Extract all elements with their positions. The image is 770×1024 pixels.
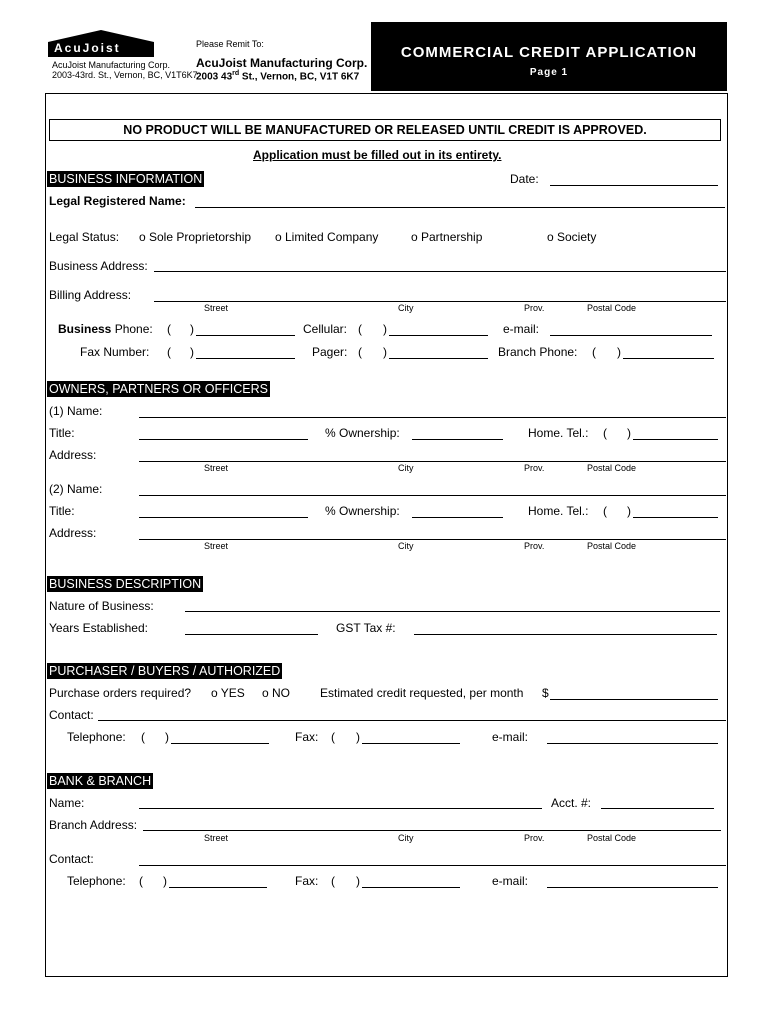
paren-close: ) xyxy=(627,504,631,518)
branch-address-field[interactable] xyxy=(143,830,721,831)
street-caption: Street xyxy=(204,303,229,313)
owner2-home-tel-field[interactable] xyxy=(633,517,718,518)
pager-field[interactable] xyxy=(389,358,488,359)
option-yes[interactable]: o YES xyxy=(211,686,245,700)
section-business-description: BUSINESS DESCRIPTION xyxy=(49,577,202,591)
years-field[interactable] xyxy=(185,634,318,635)
paren-close: ) xyxy=(165,730,169,744)
remit-company: AcuJoist Manufacturing Corp. xyxy=(196,56,368,70)
paren-open: ( xyxy=(167,345,171,359)
paren-open: ( xyxy=(358,345,362,359)
gst-field[interactable] xyxy=(414,634,717,635)
owner1-home-tel-label: Home. Tel.: xyxy=(528,426,589,440)
city-caption: City xyxy=(398,541,414,551)
postal-caption: Postal Code xyxy=(587,463,637,473)
estimated-credit-field[interactable] xyxy=(550,699,718,700)
owner2-address-label: Address: xyxy=(49,526,97,540)
date-label: Date: xyxy=(510,172,539,186)
prov-caption: Prov. xyxy=(524,463,545,473)
paren-close: ) xyxy=(356,874,360,888)
bank-name-label: Name: xyxy=(49,796,85,810)
paren-close: ) xyxy=(190,322,194,336)
city-caption: City xyxy=(398,463,414,473)
branch-phone-label: Branch Phone: xyxy=(498,345,578,359)
bank-name-field[interactable] xyxy=(139,808,542,809)
postal-caption: Postal Code xyxy=(587,541,637,551)
bank-fax-field[interactable] xyxy=(362,887,460,888)
paren-open: ( xyxy=(139,874,143,888)
bank-contact-field[interactable] xyxy=(139,865,726,866)
owner2-name-label: (2) Name: xyxy=(49,482,103,496)
owner2-name-field[interactable] xyxy=(139,495,726,496)
business-address-label: Business Address: xyxy=(49,259,148,273)
cellular-field[interactable] xyxy=(389,335,488,336)
form-title: COMMERCIAL CREDIT APPLICATION xyxy=(400,44,698,61)
po-required-label: Purchase orders required? xyxy=(49,686,192,700)
company-name-small: AcuJoist Manufacturing Corp. xyxy=(52,60,171,70)
owner1-address-field[interactable] xyxy=(139,461,726,462)
purchaser-contact-label: Contact: xyxy=(49,708,94,722)
paren-close: ) xyxy=(627,426,631,440)
owner2-ownership-field[interactable] xyxy=(412,517,503,518)
page-number: Page 1 xyxy=(529,67,569,78)
nature-field[interactable] xyxy=(185,611,720,612)
branch-address-label: Branch Address: xyxy=(49,818,138,832)
street-caption: Street xyxy=(204,541,229,551)
branch-phone-field[interactable] xyxy=(623,358,714,359)
bank-fax-label: Fax: xyxy=(295,874,319,888)
prov-caption: Prov. xyxy=(524,833,545,843)
email-label: e-mail: xyxy=(503,322,540,336)
legal-name-label: Legal Registered Name: xyxy=(49,194,186,208)
form-frame xyxy=(45,93,728,977)
paren-open: ( xyxy=(603,504,607,518)
svg-text:AcuJoist: AcuJoist xyxy=(54,41,121,55)
acct-field[interactable] xyxy=(601,808,714,809)
purchaser-contact-field[interactable] xyxy=(98,720,726,721)
title-banner xyxy=(371,22,727,91)
billing-address-field[interactable] xyxy=(154,301,726,302)
owner1-name-field[interactable] xyxy=(139,417,726,418)
fax-number-label: Fax Number: xyxy=(80,345,150,359)
purchaser-email-field[interactable] xyxy=(547,743,718,744)
remit-address: 2003 43rd St., Vernon, BC, V1T 6K7 xyxy=(196,70,360,83)
section-business-information: BUSINESS INFORMATION xyxy=(49,172,203,186)
approval-notice: NO PRODUCT WILL BE MANUFACTURED OR RELEASED UNTIL CREDIT IS APPROVED. xyxy=(49,119,721,141)
option-partnership[interactable]: o Partnership xyxy=(411,230,483,244)
purchaser-telephone-field[interactable] xyxy=(171,743,269,744)
business-phone-field[interactable] xyxy=(196,335,295,336)
option-limited-company[interactable]: o Limited Company xyxy=(275,230,379,244)
purchaser-fax-field[interactable] xyxy=(362,743,460,744)
business-phone-label: Business Phone: xyxy=(58,322,153,336)
legal-name-field[interactable] xyxy=(195,207,725,208)
gst-label: GST Tax #: xyxy=(336,621,396,635)
purchaser-fax-label: Fax: xyxy=(295,730,319,744)
prov-caption: Prov. xyxy=(524,303,545,313)
owner1-home-tel-field[interactable] xyxy=(633,439,718,440)
billing-address-label: Billing Address: xyxy=(49,288,132,302)
owner2-title-label: Title: xyxy=(49,504,75,518)
owner2-home-tel-label: Home. Tel.: xyxy=(528,504,589,518)
years-label: Years Established: xyxy=(49,621,148,635)
city-caption: City xyxy=(398,303,414,313)
owner2-ownership-label: % Ownership: xyxy=(325,504,400,518)
paren-open: ( xyxy=(358,322,362,336)
acct-label: Acct. #: xyxy=(551,796,592,810)
paren-close: ) xyxy=(163,874,167,888)
acujoist-logo xyxy=(46,30,156,60)
remit-label: Please Remit To: xyxy=(196,39,264,49)
nature-label: Nature of Business: xyxy=(49,599,154,613)
postal-caption: Postal Code xyxy=(587,303,637,313)
owner2-address-field[interactable] xyxy=(139,539,726,540)
paren-open: ( xyxy=(167,322,171,336)
instruction-text: Application must be filled out in its entirety. xyxy=(253,148,502,162)
owner1-address-label: Address: xyxy=(49,448,97,462)
section-bank: BANK & BRANCH xyxy=(49,774,152,788)
prov-caption: Prov. xyxy=(524,541,545,551)
option-sole-proprietorship[interactable]: o Sole Proprietorship xyxy=(139,230,252,244)
business-address-field[interactable] xyxy=(154,271,726,272)
paren-close: ) xyxy=(383,345,387,359)
city-caption: City xyxy=(398,833,414,843)
option-society[interactable]: o Society xyxy=(547,230,597,244)
street-caption: Street xyxy=(204,463,229,473)
postal-caption: Postal Code xyxy=(587,833,637,843)
paren-open: ( xyxy=(331,874,335,888)
paren-close: ) xyxy=(383,322,387,336)
paren-close: ) xyxy=(356,730,360,744)
company-address-small: 2003-43rd. St., Vernon, BC, V1T6K7 xyxy=(52,70,198,80)
owner1-ownership-field[interactable] xyxy=(412,439,503,440)
owner1-title-label: Title: xyxy=(49,426,75,440)
bank-email-field[interactable] xyxy=(547,887,718,888)
street-caption: Street xyxy=(204,833,229,843)
bank-email-label: e-mail: xyxy=(492,874,529,888)
estimated-credit-label: Estimated credit requested, per month xyxy=(320,686,524,700)
paren-open: ( xyxy=(141,730,145,744)
email-field[interactable] xyxy=(550,335,712,336)
purchaser-email-label: e-mail: xyxy=(492,730,529,744)
pager-label: Pager: xyxy=(312,345,348,359)
owner2-title-field[interactable] xyxy=(139,517,308,518)
bank-telephone-label: Telephone: xyxy=(67,874,126,888)
purchaser-telephone-label: Telephone: xyxy=(67,730,126,744)
option-no[interactable]: o NO xyxy=(262,686,291,700)
legal-status-label: Legal Status: xyxy=(49,230,120,244)
paren-close: ) xyxy=(617,345,621,359)
owner1-title-field[interactable] xyxy=(139,439,308,440)
paren-open: ( xyxy=(592,345,596,359)
owner1-ownership-label: % Ownership: xyxy=(325,426,400,440)
paren-close: ) xyxy=(190,345,194,359)
owner1-name-label: (1) Name: xyxy=(49,404,103,418)
paren-open: ( xyxy=(331,730,335,744)
dollar-sign: $ xyxy=(542,686,549,700)
section-purchaser: PURCHASER / BUYERS / AUTHORIZED xyxy=(49,664,281,678)
bank-telephone-field[interactable] xyxy=(169,887,267,888)
section-owners: OWNERS, PARTNERS OR OFFICERS xyxy=(49,382,269,396)
paren-open: ( xyxy=(603,426,607,440)
bank-contact-label: Contact: xyxy=(49,852,94,866)
cellular-label: Cellular: xyxy=(303,322,348,336)
date-field[interactable] xyxy=(550,185,718,186)
fax-number-field[interactable] xyxy=(196,358,295,359)
